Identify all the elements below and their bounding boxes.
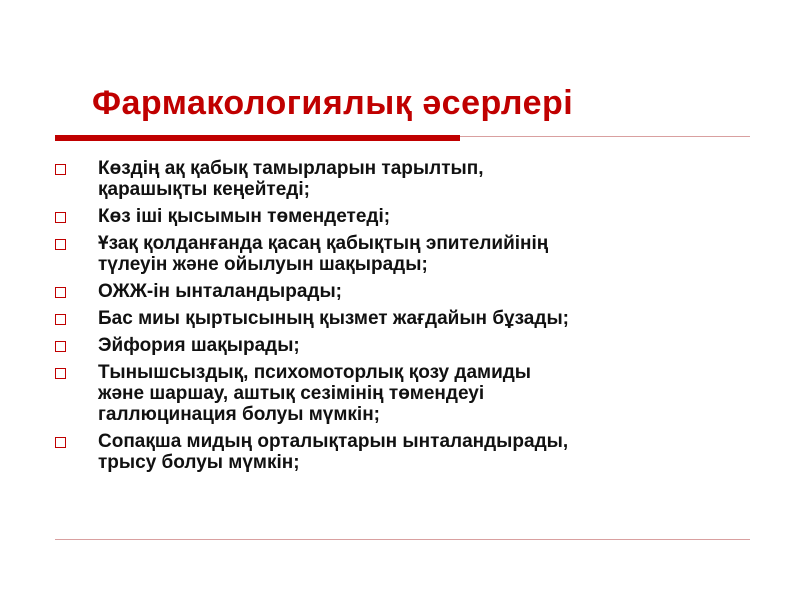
square-bullet-icon [55,212,66,223]
bullet-item [52,362,762,425]
bullet-item [52,308,762,329]
square-bullet-icon [55,239,66,250]
square-bullet-icon [55,287,66,298]
bullet-list [52,158,762,479]
bullet-text-line: Көздің ақ қабық тамырларын тарылтып, [98,158,484,179]
footer-divider-line [55,539,750,540]
bullet-text-line: Тынышсыздық, психомоторлық қозу дамиды [98,362,532,383]
bullet-text-line: және шаршау, аштық сезімінің төмендеуі [98,383,485,404]
bullet-text-line: Эйфория шақырады; [98,335,300,356]
square-bullet-icon [55,341,66,352]
bullet-text-line: Сопақша мидың орталықтарын ынталандырады, [98,431,569,452]
bullet-item [52,431,762,473]
bullet-item [52,233,762,275]
bullet-text-line: түлеуін және ойылуын шақырады; [98,254,428,275]
title-underline [55,135,460,141]
bullet-text-line: трысу болуы мүмкін; [98,452,300,473]
bullet-text-line: Бас миы қыртысының қызмет жағдайын бұзады; [98,308,569,329]
bullet-text-line: Көз іші қысымын төмендетеді; [98,206,391,227]
slide-title: Фармакологиялық әсерлері [92,84,574,122]
bullet-item [52,206,762,227]
bullet-item [52,158,762,200]
bullet-text-line: қарашықты кеңейтеді; [98,179,310,200]
square-bullet-icon [55,437,66,448]
square-bullet-icon [55,164,66,175]
bullet-text-line: ОЖЖ-ін ынталандырады; [98,281,342,302]
bullet-item [52,335,762,356]
bullet-text-line: Ұзақ қолданғанда қасаң қабықтың эпителийінің [98,233,549,254]
bullet-item [52,281,762,302]
square-bullet-icon [55,314,66,325]
title-divider-line [460,136,750,137]
square-bullet-icon [55,368,66,379]
bullet-text-line: галлюцинация болуы мүмкін; [98,404,381,425]
